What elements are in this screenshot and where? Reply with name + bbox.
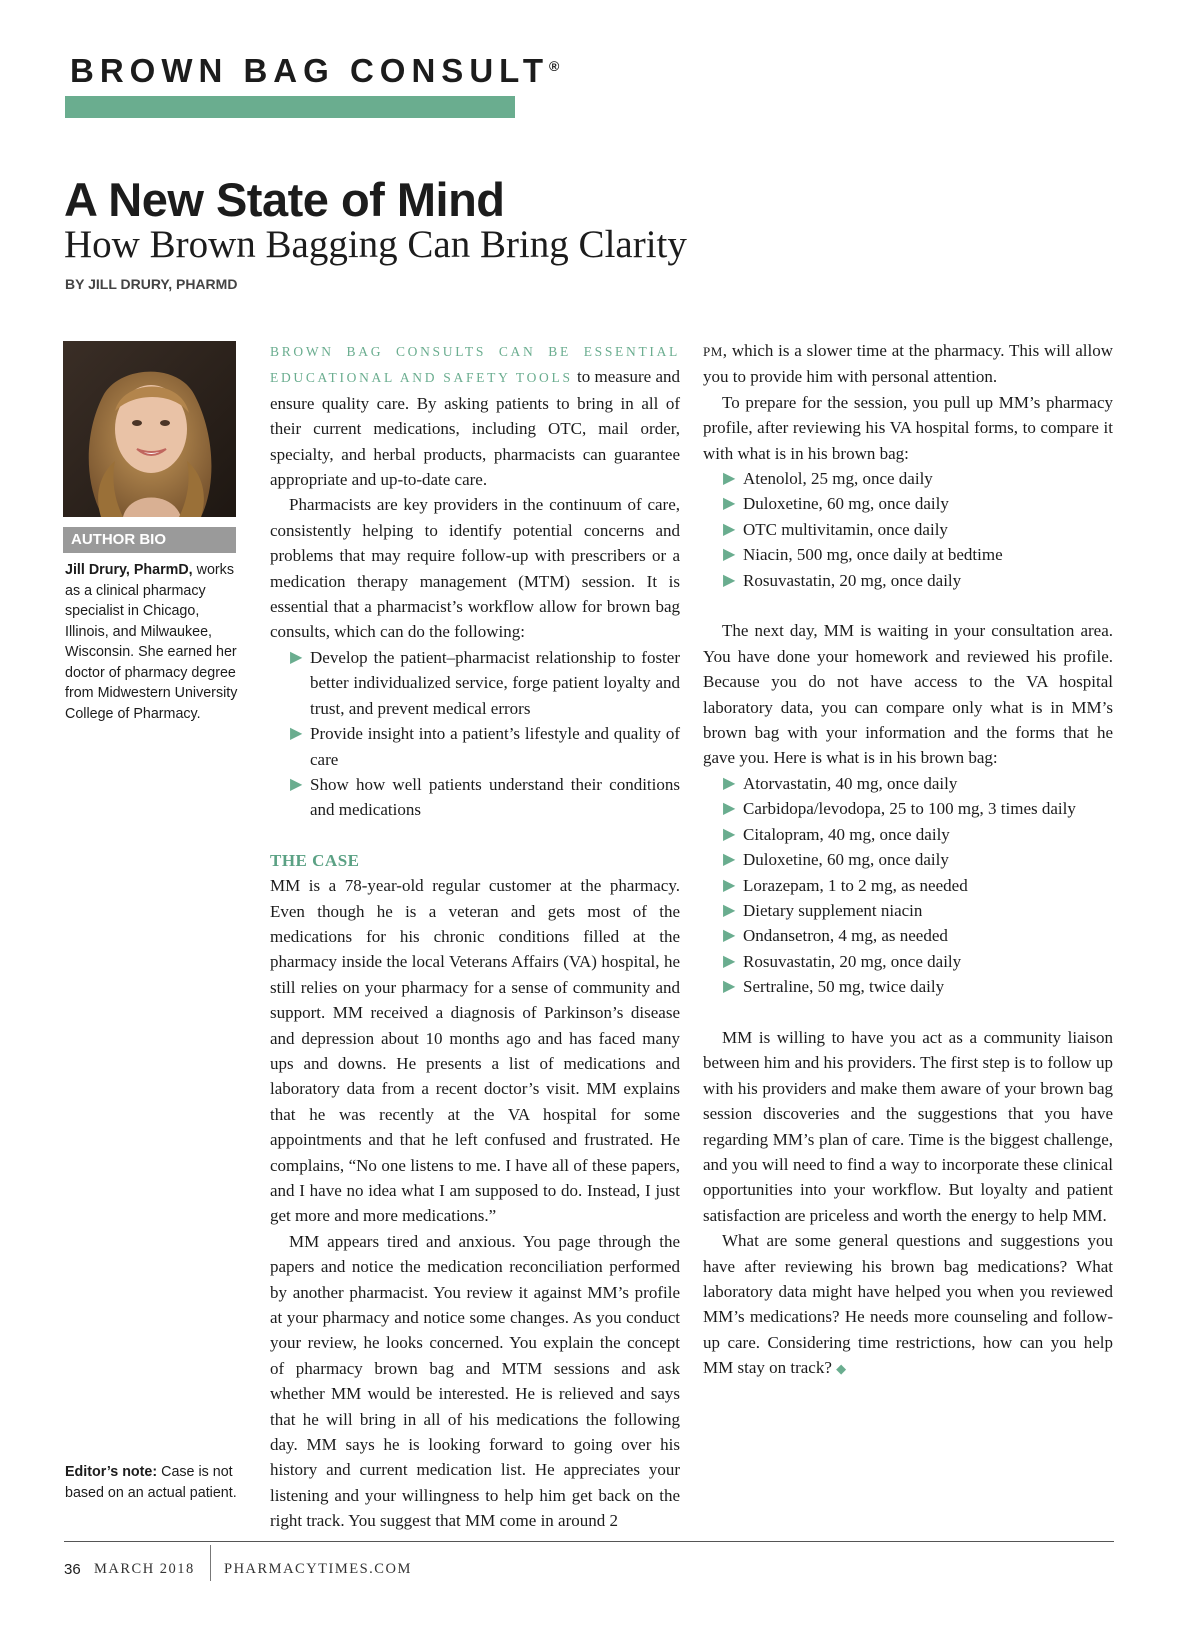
triangle-bullet-icon: ▶ <box>723 876 736 894</box>
list-item-text: Duloxetine, 60 mg, once daily <box>743 850 949 870</box>
list-item-text: Atenolol, 25 mg, once daily <box>743 469 933 489</box>
next-day-paragraph: The next day, MM is waiting in your consultation area. You have done your homework and reviewed his profile. Because you do not have access to the VA hospital laboratory data, you can compare only what is in MM’s brown bag with your information and the forms that he gave you. Here is what is in his brown bag: <box>703 621 1113 768</box>
triangle-bullet-icon: ▶ <box>723 927 736 945</box>
list-item <box>723 491 1113 516</box>
article-subtitle: How Brown Bagging Can Bring Clarity <box>64 223 687 266</box>
list-item-text: Carbidopa/levodopa, 25 to 100 mg, 3 times daily <box>743 799 1076 819</box>
case-paragraph: MM is a 78-year-old regular customer at the pharmacy. Even though he is a veteran and gets most of the medications for his chronic conditions filled at the pharmacy inside the local Veterans Affairs (VA) hospital, he still relies on your pharmacy for a sense of community and support. MM received a diagnosis of Parkinson’s disease and depression about 10 months ago and has faced many ups and downs. He presents a list of medications and laboratory data from a recent doctor’s visit. MM explains that he was recently at the VA hospital for some appointments and that he left confused and frustrated. He complains, “No one listens to me. I have all of these papers, and I have no idea what I am supposed to do. Instead, I just get more and more medications.” <box>270 876 680 1226</box>
brown-bag-medication-list <box>703 771 1113 1000</box>
list-item <box>723 568 1113 593</box>
footer-rule <box>64 1541 1114 1542</box>
triangle-bullet-icon: ▶ <box>723 571 736 589</box>
questions-paragraph <box>703 1228 1113 1381</box>
list-item-text: Dietary supplement niacin <box>743 900 923 920</box>
column-title <box>70 52 559 90</box>
triangle-bullet-icon: ▶ <box>723 546 736 564</box>
list-item <box>723 517 1113 542</box>
body-column-middle <box>270 338 680 1534</box>
editor-note <box>65 1462 245 1503</box>
author-bio <box>65 560 240 724</box>
list-item <box>290 645 680 721</box>
editor-note-label: Editor’s note: <box>65 1464 158 1480</box>
list-item-text: Provide insight into a patient’s lifestyle and quality of care <box>310 724 680 769</box>
triangle-bullet-icon: ▶ <box>290 775 303 793</box>
benefits-list <box>270 645 680 823</box>
spacer <box>703 1000 1113 1025</box>
registered-mark: ® <box>549 58 560 74</box>
triangle-bullet-icon: ▶ <box>723 978 736 996</box>
article-title: A New State of Mind <box>64 173 505 226</box>
list-item <box>723 847 1113 872</box>
intro-paragraph-text: to measure and ensure quality care. By asking patients to bring in all of their current medications, including OTC, mail order, specialty, and herbal products, pharmacists can guarantee appropriate and up-to-date care. <box>270 367 681 490</box>
triangle-bullet-icon: ▶ <box>723 520 736 538</box>
list-item <box>723 898 1113 923</box>
issue-date: MARCH 2018 <box>94 1561 195 1577</box>
body-paragraph: Pharmacists are key providers in the continuum of care, consistently helping to identify potential concerns and problems that may require follow-up with prescribers or a medication therapy management (MTM) session. It is essential that a pharmacist’s workflow allow for brown bag consults, which can do the following: <box>270 495 680 642</box>
page-number: 36 <box>64 1561 81 1578</box>
list-item-text: Lorazepam, 1 to 2 mg, as needed <box>743 875 968 895</box>
section-heading: THE CASE <box>270 850 360 870</box>
byline: BY JILL DRURY, PHARMD <box>65 276 238 292</box>
triangle-bullet-icon: ▶ <box>290 648 303 666</box>
list-item-text: Citalopram, 40 mg, once daily <box>743 824 950 844</box>
profile-medication-list <box>703 466 1113 593</box>
list-item <box>723 873 1113 898</box>
list-item-text: Atorvastatin, 40 mg, once daily <box>743 773 958 793</box>
triangle-bullet-icon: ▶ <box>290 725 303 743</box>
lead-in-caps: BROWN BAG CONSULTS CAN BE ESSENTIAL EDUCATIONAL AND SAFETY TOOLS <box>270 344 680 386</box>
author-bio-text: works as a clinical pharmacy specialist in Chicago, Illinois, and Milwaukee, Wisconsin. She earned her doctor of pharmacy degree from Midwestern University College of Pharmacy. <box>65 562 238 722</box>
questions-paragraph-text: What are some general questions and suggestions you have after reviewing his brown bag medications? What laboratory data might have helped you when you reviewed MM’s medications? He needs more counseling and follow-up care. Considering time restrictions, how can you help MM stay on track? <box>703 1231 1113 1378</box>
liaison-paragraph: MM is willing to have you act as a community liaison between him and his providers. The first step is to follow up with his providers and make them aware of your brown bag session discoveries and the suggestions that you have regarding MM’s plan of care. Time is the biggest challenge, and you will need to find a way to incorporate these clinical opportunities into your workflow. But loyalty and patient satisfaction are priceless and worth the energy to help MM. <box>703 1027 1113 1225</box>
footer-separator <box>210 1545 211 1581</box>
intro-paragraph <box>270 338 680 492</box>
list-item <box>290 721 680 772</box>
list-item-text: Develop the patient–pharmacist relationship to foster better individualized service, forge patient loyalty and trust, and prevent medical errors <box>310 647 680 718</box>
triangle-bullet-icon: ▶ <box>723 825 736 843</box>
triangle-bullet-icon: ▶ <box>723 470 736 488</box>
list-item-text: OTC multivitamin, once daily <box>743 519 948 539</box>
column-accent-bar <box>65 96 515 118</box>
triangle-bullet-icon: ▶ <box>723 901 736 919</box>
triangle-bullet-icon: ▶ <box>723 851 736 869</box>
list-item-text: Ondansetron, 4 mg, as needed <box>743 926 948 946</box>
triangle-bullet-icon: ▶ <box>723 495 736 513</box>
author-name: Jill Drury, PharmD, <box>65 562 193 578</box>
list-item <box>723 466 1113 491</box>
list-item-text: Duloxetine, 60 mg, once daily <box>743 494 949 514</box>
author-bio-heading: AUTHOR BIO <box>63 527 236 553</box>
case-paragraph-2: MM appears tired and anxious. You page through the papers and notice the medication reconciliation performed by another pharmacist. You review it against MM’s profile at your pharmacy and notice some changes. As you conduct your review, he looks concerned. You explain the concept of pharmacy brown bag and MTM sessions and ask whether MM would be interested. He is relieved and says that he will bring in all of his medications the following day. MM says he is looking forward to going over his history and current medication list. He appreciates your listening and your willingness to help him get back on the right track. You suggest that MM come in around 2 <box>270 1231 680 1531</box>
list-item <box>290 772 680 823</box>
list-item-text: Show how well patients understand their conditions and medications <box>310 774 680 820</box>
case-paragraph-2-end-text: , which is a slower time at the pharmacy. This will allow you to provide him with personal attention. <box>703 341 1113 387</box>
list-item <box>723 796 1113 821</box>
list-item <box>723 949 1113 974</box>
triangle-bullet-icon: ▶ <box>723 952 736 970</box>
list-item <box>723 923 1113 948</box>
list-item-text: Niacin, 500 mg, once daily at bedtime <box>743 545 1003 565</box>
spacer <box>703 593 1113 618</box>
triangle-bullet-icon: ▶ <box>723 774 736 792</box>
body-column-right <box>703 338 1113 1382</box>
list-item-text: Rosuvastatin, 20 mg, once daily <box>743 570 962 590</box>
list-item-text: Rosuvastatin, 20 mg, once daily <box>743 951 962 971</box>
website: PHARMACYTIMES.COM <box>224 1561 412 1577</box>
diamond-end-icon: ◆ <box>836 1361 847 1377</box>
list-item <box>723 542 1113 567</box>
column-title-text: BROWN BAG CONSULT <box>70 52 550 89</box>
author-photo <box>63 341 236 517</box>
list-item-text: Sertraline, 50 mg, twice daily <box>743 977 945 997</box>
list-item <box>723 771 1113 796</box>
prep-paragraph: To prepare for the session, you pull up MM’s pharmacy profile, after reviewing his VA hospital forms, to compare it with what is in his brown bag: <box>703 392 1113 463</box>
list-item <box>723 974 1113 999</box>
editor-note-text: Case is not based on an actual patient. <box>65 1464 237 1501</box>
triangle-bullet-icon: ▶ <box>723 800 736 818</box>
time-pm: PM <box>703 344 723 359</box>
case-paragraph-2-end <box>703 338 1113 390</box>
list-item <box>723 822 1113 847</box>
